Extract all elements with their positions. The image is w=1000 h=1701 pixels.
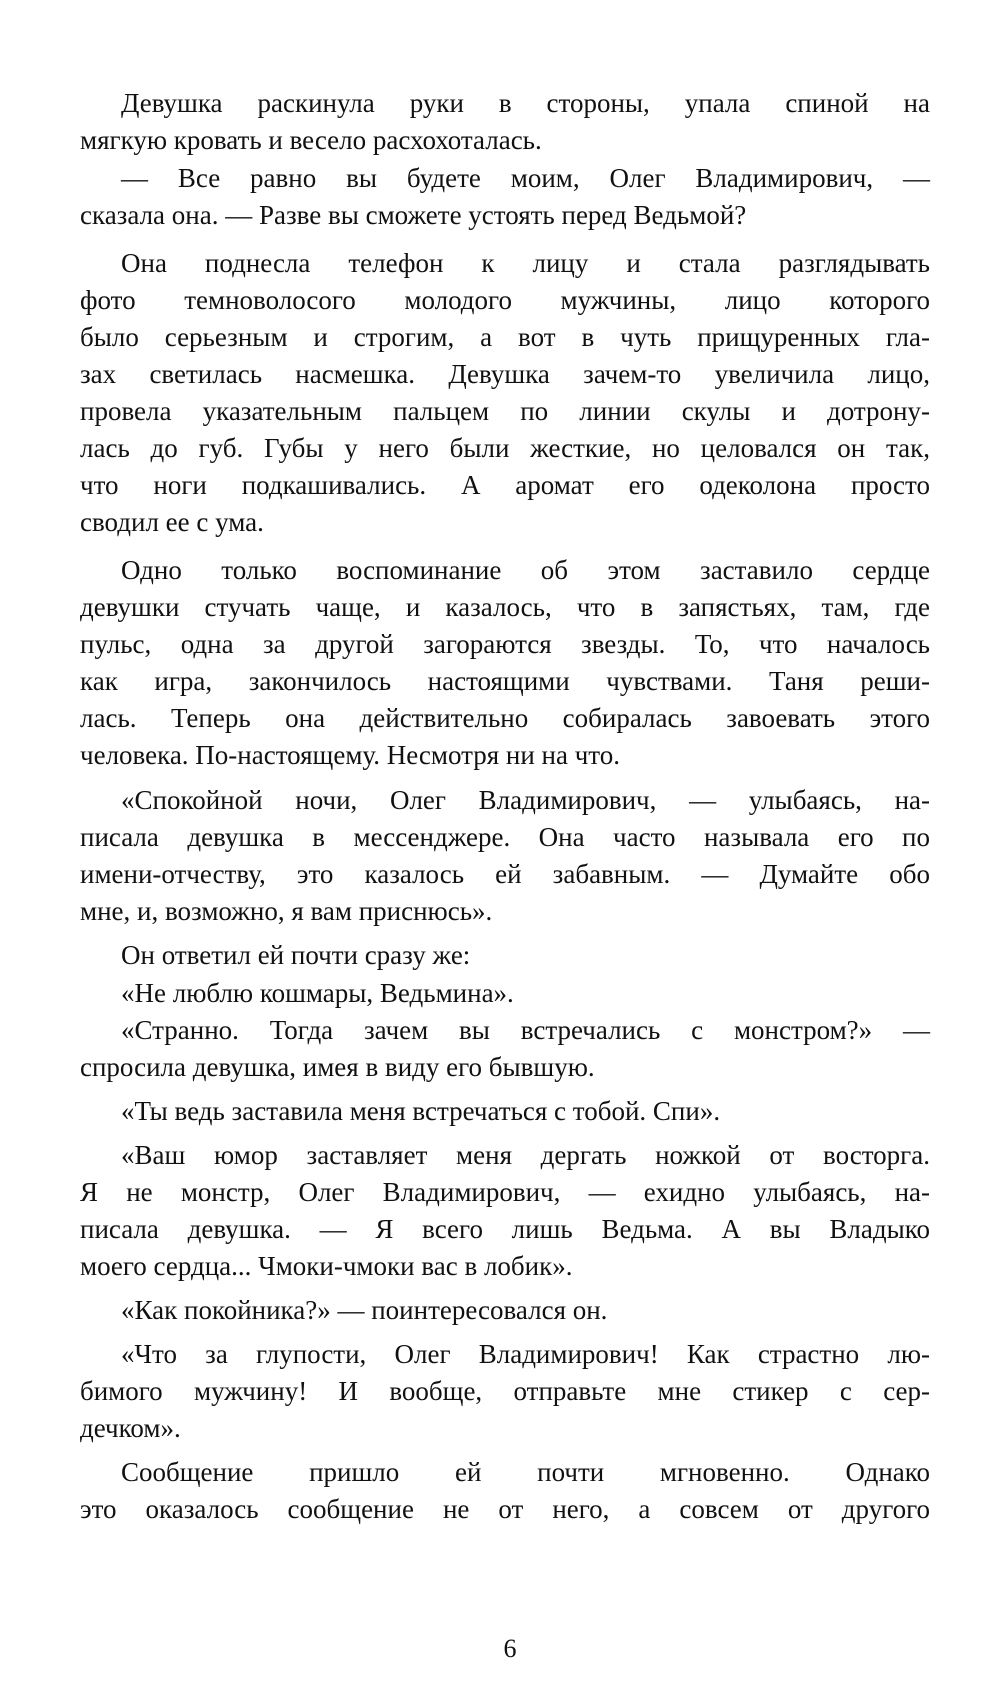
text-line: лась. Теперь она действительно собиралась завоевать этого [80,703,930,733]
text-line: что ноги подкашивались. А аромат его одеколона просто [80,470,930,500]
text-line: «Не люблю кошмары, Ведьмина». [121,978,514,1008]
text-line: провела указательным пальцем по линии скулы и дотрону- [80,396,930,426]
text-line: девушки стучать чаще, и казалось, что в запястьях, там, где [80,592,930,622]
text-line: «Что за глупости, Олег Владимирович! Как страстно лю- [121,1339,930,1369]
text-line: Девушка раскинула руки в стороны, упала спиной на [121,88,930,118]
text-line: лась до губ. Губы у него были жесткие, но целовался он так, [80,433,930,463]
text-line: как игра, закончилось настоящими чувствами. Таня реши- [80,666,930,696]
text-line: имени-отчеству, это казалось ей забавным. — Думайте обо [80,859,930,889]
text-line: фото темноволосого молодого мужчины, лицо которого [80,285,930,315]
text-line: писала девушка. — Я всего лишь Ведьма. А вы Владыко [80,1214,930,1244]
text-line: Он ответил ей почти сразу же: [121,940,471,970]
text-line: зах светилась насмешка. Девушка зачем-то увеличила лицо, [80,359,930,389]
text-line: писала девушка в мессенджере. Она часто называла его по [80,822,930,852]
text-line: Я не монстр, Олег Владимирович, — ехидно улыбаясь, на- [80,1177,930,1207]
text-line: «Спокойной ночи, Олег Владимирович, — улыбаясь, на- [121,785,930,815]
text-line: человека. По-настоящему. Несмотря ни на что. [80,740,620,770]
text-line: «Как покойника?» — поинтересовался он. [121,1295,608,1325]
text-line: Она поднесла телефон к лицу и стала разглядывать [121,248,930,278]
text-line: мне, и, возможно, я вам приснюсь». [80,896,493,926]
text-line: бимого мужчину! И вообще, отправьте мне стикер с сер- [80,1376,930,1406]
text-line: «Ваш юмор заставляет меня дергать ножкой от восторга. [121,1140,930,1170]
text-line: сказала она. — Разве вы сможете устоять перед Ведьмой? [80,200,747,230]
text-line: Одно только воспоминание об этом заставило сердце [121,555,930,585]
text-line: Сообщение пришло ей почти мгновенно. Однако [121,1457,930,1487]
text-line: это оказалось сообщение не от него, а совсем от другого [80,1494,930,1524]
text-line: «Ты ведь заставила меня встречаться с тобой. Спи». [121,1096,721,1126]
text-line: «Странно. Тогда зачем вы встречались с монстром?» — [121,1015,930,1045]
text-line: спросила девушка, имея в виду его бывшую. [80,1052,595,1082]
text-line: мягкую кровать и весело расхохоталась. [80,125,542,155]
text-line: пульс, одна за другой загораются звезды. То, что началось [80,629,930,659]
text-line: было серьезным и строгим, а вот в чуть прищуренных гла- [80,322,930,352]
page-number: 6 [503,1634,517,1663]
text-line: сводил ее с ума. [80,507,264,537]
text-line: дечком». [80,1413,181,1443]
text-line: моего сердца... Чмоки-чмоки вас в лобик». [80,1251,573,1281]
text-line: — Все равно вы будете моим, Олег Владимирович, — [121,163,930,193]
